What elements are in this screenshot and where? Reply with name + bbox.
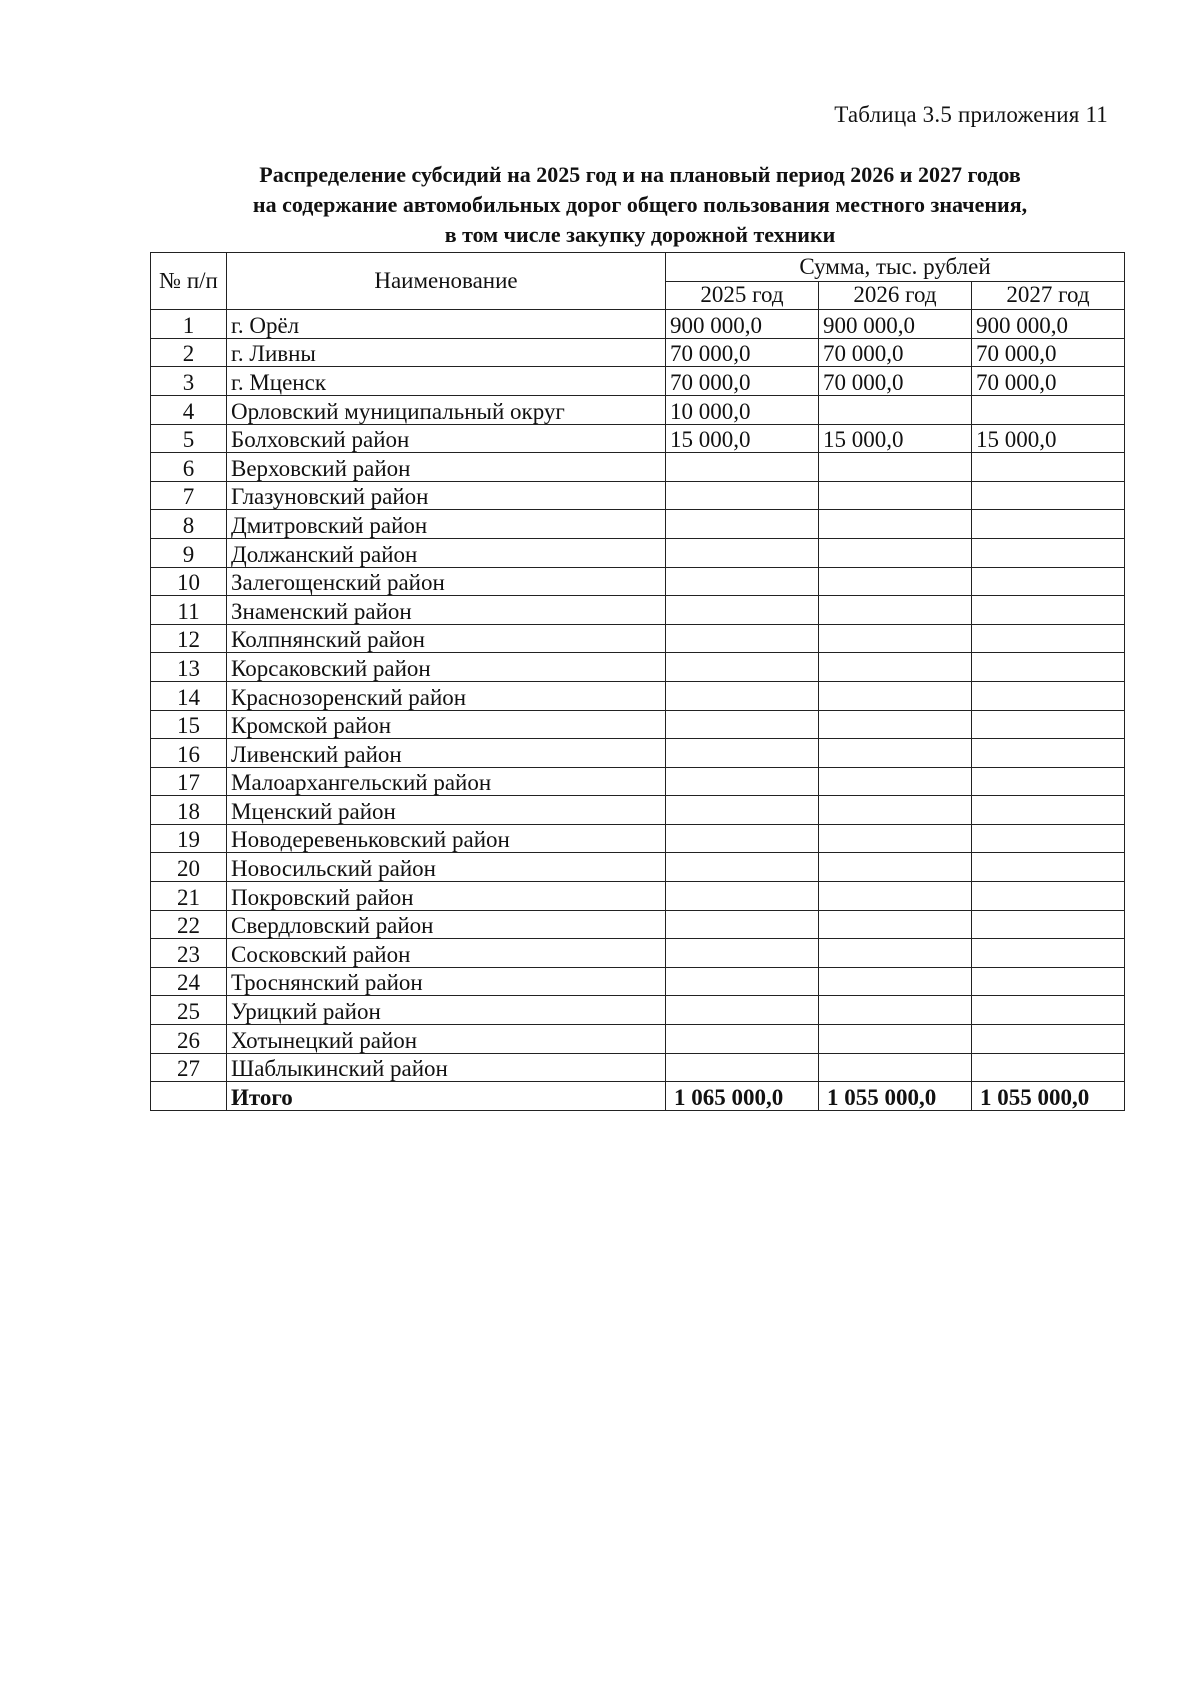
row-value-2025: 900 000,0: [666, 310, 819, 339]
row-value-2026: [819, 853, 972, 882]
row-name: Корсаковский район: [227, 653, 666, 682]
row-value-2027: [972, 996, 1125, 1025]
total-2027: 1 055 000,0: [972, 1082, 1125, 1111]
row-value-2026: [819, 510, 972, 539]
row-name: Должанский район: [227, 538, 666, 567]
row-name: Новосильский район: [227, 853, 666, 882]
row-value-2026: [819, 882, 972, 911]
row-value-2027: [972, 739, 1125, 768]
table-row: [151, 910, 1125, 939]
row-value-2027: [972, 596, 1125, 625]
row-value-2027: [972, 853, 1125, 882]
row-name: Свердловский район: [227, 910, 666, 939]
row-name: Малоархангельский район: [227, 767, 666, 796]
row-value-2027: [972, 796, 1125, 825]
row-value-2025: [666, 910, 819, 939]
row-value-2025: [666, 853, 819, 882]
row-value-2026: [819, 1053, 972, 1082]
total-num-cell: [151, 1082, 227, 1111]
row-value-2026: [819, 996, 972, 1025]
table-row: [151, 996, 1125, 1025]
row-value-2027: [972, 967, 1125, 996]
row-value-2025: 15 000,0: [666, 424, 819, 453]
row-value-2025: [666, 481, 819, 510]
row-value-2027: [972, 510, 1125, 539]
table-row: [151, 939, 1125, 968]
table-row: [151, 967, 1125, 996]
row-value-2027: [972, 767, 1125, 796]
row-number: 16: [151, 739, 227, 768]
row-value-2027: 15 000,0: [972, 424, 1125, 453]
row-value-2027: [972, 710, 1125, 739]
row-value-2026: [819, 453, 972, 482]
row-name: Краснозоренский район: [227, 681, 666, 710]
table-row: [151, 681, 1125, 710]
table-row: [151, 338, 1125, 367]
table-row: [151, 367, 1125, 396]
row-value-2026: [819, 681, 972, 710]
subsidy-table: [150, 252, 1125, 1111]
row-value-2027: [972, 395, 1125, 424]
table-row: [151, 739, 1125, 768]
row-value-2025: [666, 996, 819, 1025]
row-value-2026: [819, 739, 972, 768]
row-value-2026: 70 000,0: [819, 367, 972, 396]
table-row: [151, 1053, 1125, 1082]
row-value-2026: [819, 796, 972, 825]
row-number: 21: [151, 882, 227, 911]
row-number: 18: [151, 796, 227, 825]
table-row: [151, 481, 1125, 510]
row-value-2026: [819, 624, 972, 653]
row-value-2025: [666, 710, 819, 739]
row-name: Кромской район: [227, 710, 666, 739]
row-number: 2: [151, 338, 227, 367]
row-number: 4: [151, 395, 227, 424]
row-value-2025: [666, 824, 819, 853]
row-value-2026: [819, 538, 972, 567]
row-value-2025: [666, 882, 819, 911]
total-2025: 1 065 000,0: [666, 1082, 819, 1111]
row-value-2026: [819, 824, 972, 853]
row-value-2025: [666, 538, 819, 567]
row-value-2026: 70 000,0: [819, 338, 972, 367]
row-value-2025: [666, 939, 819, 968]
row-value-2027: [972, 567, 1125, 596]
row-name: Шаблыкинский район: [227, 1053, 666, 1082]
row-value-2025: [666, 567, 819, 596]
row-value-2026: [819, 967, 972, 996]
row-value-2027: [972, 653, 1125, 682]
row-value-2027: [972, 939, 1125, 968]
row-value-2026: [819, 939, 972, 968]
row-value-2026: [819, 710, 972, 739]
row-value-2027: 70 000,0: [972, 367, 1125, 396]
row-value-2026: [819, 395, 972, 424]
header-year-2027: 2027 год: [972, 281, 1125, 310]
row-value-2027: 900 000,0: [972, 310, 1125, 339]
table-row: [151, 882, 1125, 911]
row-number: 26: [151, 1025, 227, 1054]
row-value-2027: [972, 538, 1125, 567]
row-number: 13: [151, 653, 227, 682]
title-line: на содержание автомобильных дорог общего пользования местного значения,: [252, 192, 1028, 217]
row-value-2026: [819, 596, 972, 625]
table-row: [151, 853, 1125, 882]
table-row: [151, 310, 1125, 339]
row-name: Покровский район: [227, 882, 666, 911]
row-value-2026: 15 000,0: [819, 424, 972, 453]
table-row: [151, 567, 1125, 596]
row-name: Болховский район: [227, 424, 666, 453]
title-line: Распределение субсидий на 2025 год и на плановый период 2026 и 2027 годов: [259, 162, 1021, 187]
row-value-2027: [972, 681, 1125, 710]
row-value-2025: [666, 796, 819, 825]
row-number: 24: [151, 967, 227, 996]
row-name: Ливенский район: [227, 739, 666, 768]
row-value-2025: [666, 739, 819, 768]
row-number: 17: [151, 767, 227, 796]
table-header: [151, 253, 1125, 310]
row-value-2025: [666, 653, 819, 682]
row-value-2027: [972, 1053, 1125, 1082]
header-year-2025: 2025 год: [666, 281, 819, 310]
row-number: 10: [151, 567, 227, 596]
row-number: 6: [151, 453, 227, 482]
row-value-2027: [972, 453, 1125, 482]
row-number: 19: [151, 824, 227, 853]
row-value-2027: [972, 910, 1125, 939]
table-row: [151, 538, 1125, 567]
row-value-2027: [972, 481, 1125, 510]
table-row: [151, 395, 1125, 424]
row-number: 23: [151, 939, 227, 968]
row-value-2026: [819, 767, 972, 796]
total-row: [151, 1082, 1125, 1111]
document-title: [150, 160, 1130, 250]
row-value-2025: 70 000,0: [666, 338, 819, 367]
header-sum-group: Сумма, тыс. рублей: [666, 253, 1125, 282]
table-row: [151, 510, 1125, 539]
row-value-2025: [666, 767, 819, 796]
row-value-2026: 900 000,0: [819, 310, 972, 339]
row-value-2025: [666, 967, 819, 996]
row-number: 7: [151, 481, 227, 510]
title-line: в том числе закупку дорожной техники: [444, 222, 836, 247]
table-row: [151, 710, 1125, 739]
row-name: г. Ливны: [227, 338, 666, 367]
row-name: г. Мценск: [227, 367, 666, 396]
row-value-2026: [819, 910, 972, 939]
table-row: [151, 453, 1125, 482]
row-name: Мценский район: [227, 796, 666, 825]
header-name: Наименование: [227, 253, 666, 310]
row-value-2025: [666, 1053, 819, 1082]
row-value-2027: [972, 1025, 1125, 1054]
row-name: Глазуновский район: [227, 481, 666, 510]
row-value-2025: [666, 1025, 819, 1054]
row-value-2025: 70 000,0: [666, 367, 819, 396]
row-number: 22: [151, 910, 227, 939]
row-number: 20: [151, 853, 227, 882]
table-row: [151, 596, 1125, 625]
row-value-2025: [666, 596, 819, 625]
row-name: Колпнянский район: [227, 624, 666, 653]
row-value-2027: [972, 882, 1125, 911]
row-number: 27: [151, 1053, 227, 1082]
total-label: Итого: [227, 1082, 666, 1111]
row-name: Новодеревеньковский район: [227, 824, 666, 853]
row-name: г. Орёл: [227, 310, 666, 339]
row-number: 11: [151, 596, 227, 625]
table-row: [151, 796, 1125, 825]
row-value-2027: [972, 824, 1125, 853]
row-number: 15: [151, 710, 227, 739]
header-year-2026: 2026 год: [819, 281, 972, 310]
row-value-2025: [666, 453, 819, 482]
table-row: [151, 824, 1125, 853]
header-num: № п/п: [151, 253, 227, 310]
row-value-2026: [819, 653, 972, 682]
row-name: Знаменский район: [227, 596, 666, 625]
table-row: [151, 424, 1125, 453]
row-number: 3: [151, 367, 227, 396]
row-value-2025: 10 000,0: [666, 395, 819, 424]
row-name: Троснянский район: [227, 967, 666, 996]
table-row: [151, 1025, 1125, 1054]
table-caption: Таблица 3.5 приложения 11: [834, 102, 1108, 127]
row-number: 12: [151, 624, 227, 653]
row-value-2027: [972, 624, 1125, 653]
row-value-2025: [666, 624, 819, 653]
row-value-2025: [666, 681, 819, 710]
total-2026: 1 055 000,0: [819, 1082, 972, 1111]
row-name: Хотынецкий район: [227, 1025, 666, 1054]
row-name: Залегощенский район: [227, 567, 666, 596]
row-value-2026: [819, 1025, 972, 1054]
row-name: Сосковский район: [227, 939, 666, 968]
row-name: Дмитровский район: [227, 510, 666, 539]
row-number: 14: [151, 681, 227, 710]
row-value-2025: [666, 510, 819, 539]
table-row: [151, 653, 1125, 682]
table-row: [151, 767, 1125, 796]
row-value-2027: 70 000,0: [972, 338, 1125, 367]
row-value-2026: [819, 567, 972, 596]
table-body: [151, 310, 1125, 1082]
table-row: [151, 624, 1125, 653]
row-value-2026: [819, 481, 972, 510]
row-number: 5: [151, 424, 227, 453]
row-number: 9: [151, 538, 227, 567]
row-name: Орловский муниципальный округ: [227, 395, 666, 424]
row-name: Верховский район: [227, 453, 666, 482]
row-number: 25: [151, 996, 227, 1025]
row-name: Урицкий район: [227, 996, 666, 1025]
row-number: 8: [151, 510, 227, 539]
row-number: 1: [151, 310, 227, 339]
